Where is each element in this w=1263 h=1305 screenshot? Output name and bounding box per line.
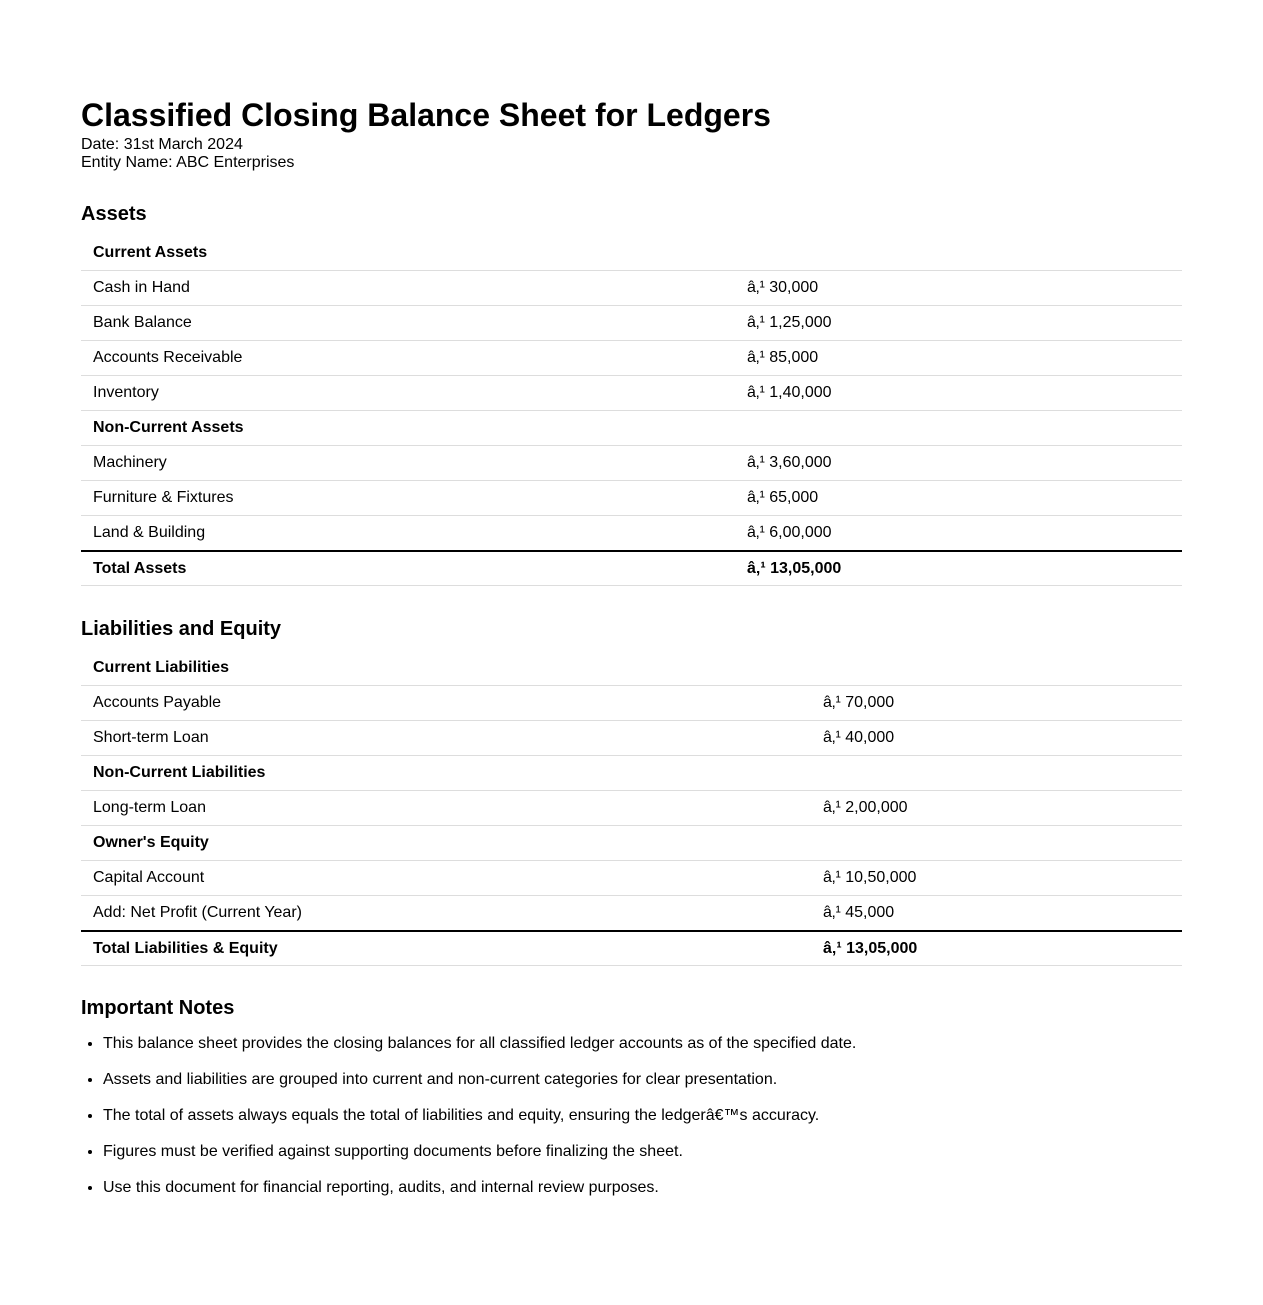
assets-table-body [81,236,1182,586]
row-amount [735,236,1182,271]
row-label: Short-term Loan [81,721,811,756]
page-title: Classified Closing Balance Sheet for Ledgers [81,97,771,133]
row-amount [811,756,1182,791]
row-label: Current Assets [81,236,735,271]
group-row [81,651,1182,686]
table-row [81,861,1182,896]
table-row [81,306,1182,341]
row-label: Add: Net Profit (Current Year) [81,896,811,932]
table-row [81,446,1182,481]
entity-line: Entity Name: ABC Enterprises [81,154,295,171]
note-item: • Use this document for financial reporting, audits, and internal review purposes. [103,1179,1182,1197]
table-row [81,271,1182,306]
row-label: Accounts Receivable [81,341,735,376]
row-amount: â‚¹ 30,000 [735,271,1182,306]
liabilities-table [81,651,1182,966]
row-amount: â‚¹ 1,25,000 [735,306,1182,341]
row-amount [735,411,1182,446]
row-label: Long-term Loan [81,791,811,826]
row-amount: â‚¹ 70,000 [811,686,1182,721]
note-item: • Assets and liabilities are grouped into current and non-current categories for clear presentation. [103,1071,1182,1089]
notes-list [81,1035,1182,1197]
group-row [81,411,1182,446]
total-row [81,931,1182,966]
row-label: Inventory [81,376,735,411]
row-amount: â‚¹ 13,05,000 [735,551,1182,586]
total-row [81,551,1182,586]
row-label: Land & Building [81,516,735,552]
row-label: Owner's Equity [81,826,811,861]
row-label: Total Liabilities & Equity [81,931,811,966]
row-amount: â‚¹ 10,50,000 [811,861,1182,896]
row-amount: â‚¹ 1,40,000 [735,376,1182,411]
table-row [81,481,1182,516]
group-row [81,756,1182,791]
table-row [81,376,1182,411]
table-row [81,341,1182,376]
row-label: Bank Balance [81,306,735,341]
table-row [81,516,1182,552]
row-amount: â‚¹ 65,000 [735,481,1182,516]
row-amount [811,826,1182,861]
assets-heading: Assets [81,203,147,225]
row-amount: â‚¹ 13,05,000 [811,931,1182,966]
row-label: Non-Current Liabilities [81,756,811,791]
row-label: Cash in Hand [81,271,735,306]
row-label: Current Liabilities [81,651,811,686]
notes-heading: Important Notes [81,997,235,1019]
row-amount: â‚¹ 3,60,000 [735,446,1182,481]
assets-table [81,236,1182,586]
liabilities-table-body [81,651,1182,966]
row-label: Capital Account [81,861,811,896]
row-label: Machinery [81,446,735,481]
row-amount: â‚¹ 85,000 [735,341,1182,376]
document-meta [81,136,1182,172]
row-label: Total Assets [81,551,735,586]
note-item: • The total of assets always equals the total of liabilities and equity, ensuring the ledgerâ€™s accuracy. [103,1107,1182,1125]
group-row [81,236,1182,271]
row-label: Non-Current Assets [81,411,735,446]
group-row [81,826,1182,861]
table-row [81,896,1182,932]
table-row [81,686,1182,721]
row-amount: â‚¹ 45,000 [811,896,1182,932]
liabilities-heading: Liabilities and Equity [81,618,282,640]
table-row [81,791,1182,826]
row-label: Furniture & Fixtures [81,481,735,516]
note-item: • This balance sheet provides the closing balances for all classified ledger accounts as of the specified date. [103,1035,1182,1053]
row-label: Accounts Payable [81,686,811,721]
date-line: Date: 31st March 2024 [81,136,243,153]
row-amount: â‚¹ 2,00,000 [811,791,1182,826]
table-row [81,721,1182,756]
row-amount [811,651,1182,686]
note-item: • Figures must be verified against supporting documents before finalizing the sheet. [103,1143,1182,1161]
row-amount: â‚¹ 6,00,000 [735,516,1182,552]
row-amount: â‚¹ 40,000 [811,721,1182,756]
